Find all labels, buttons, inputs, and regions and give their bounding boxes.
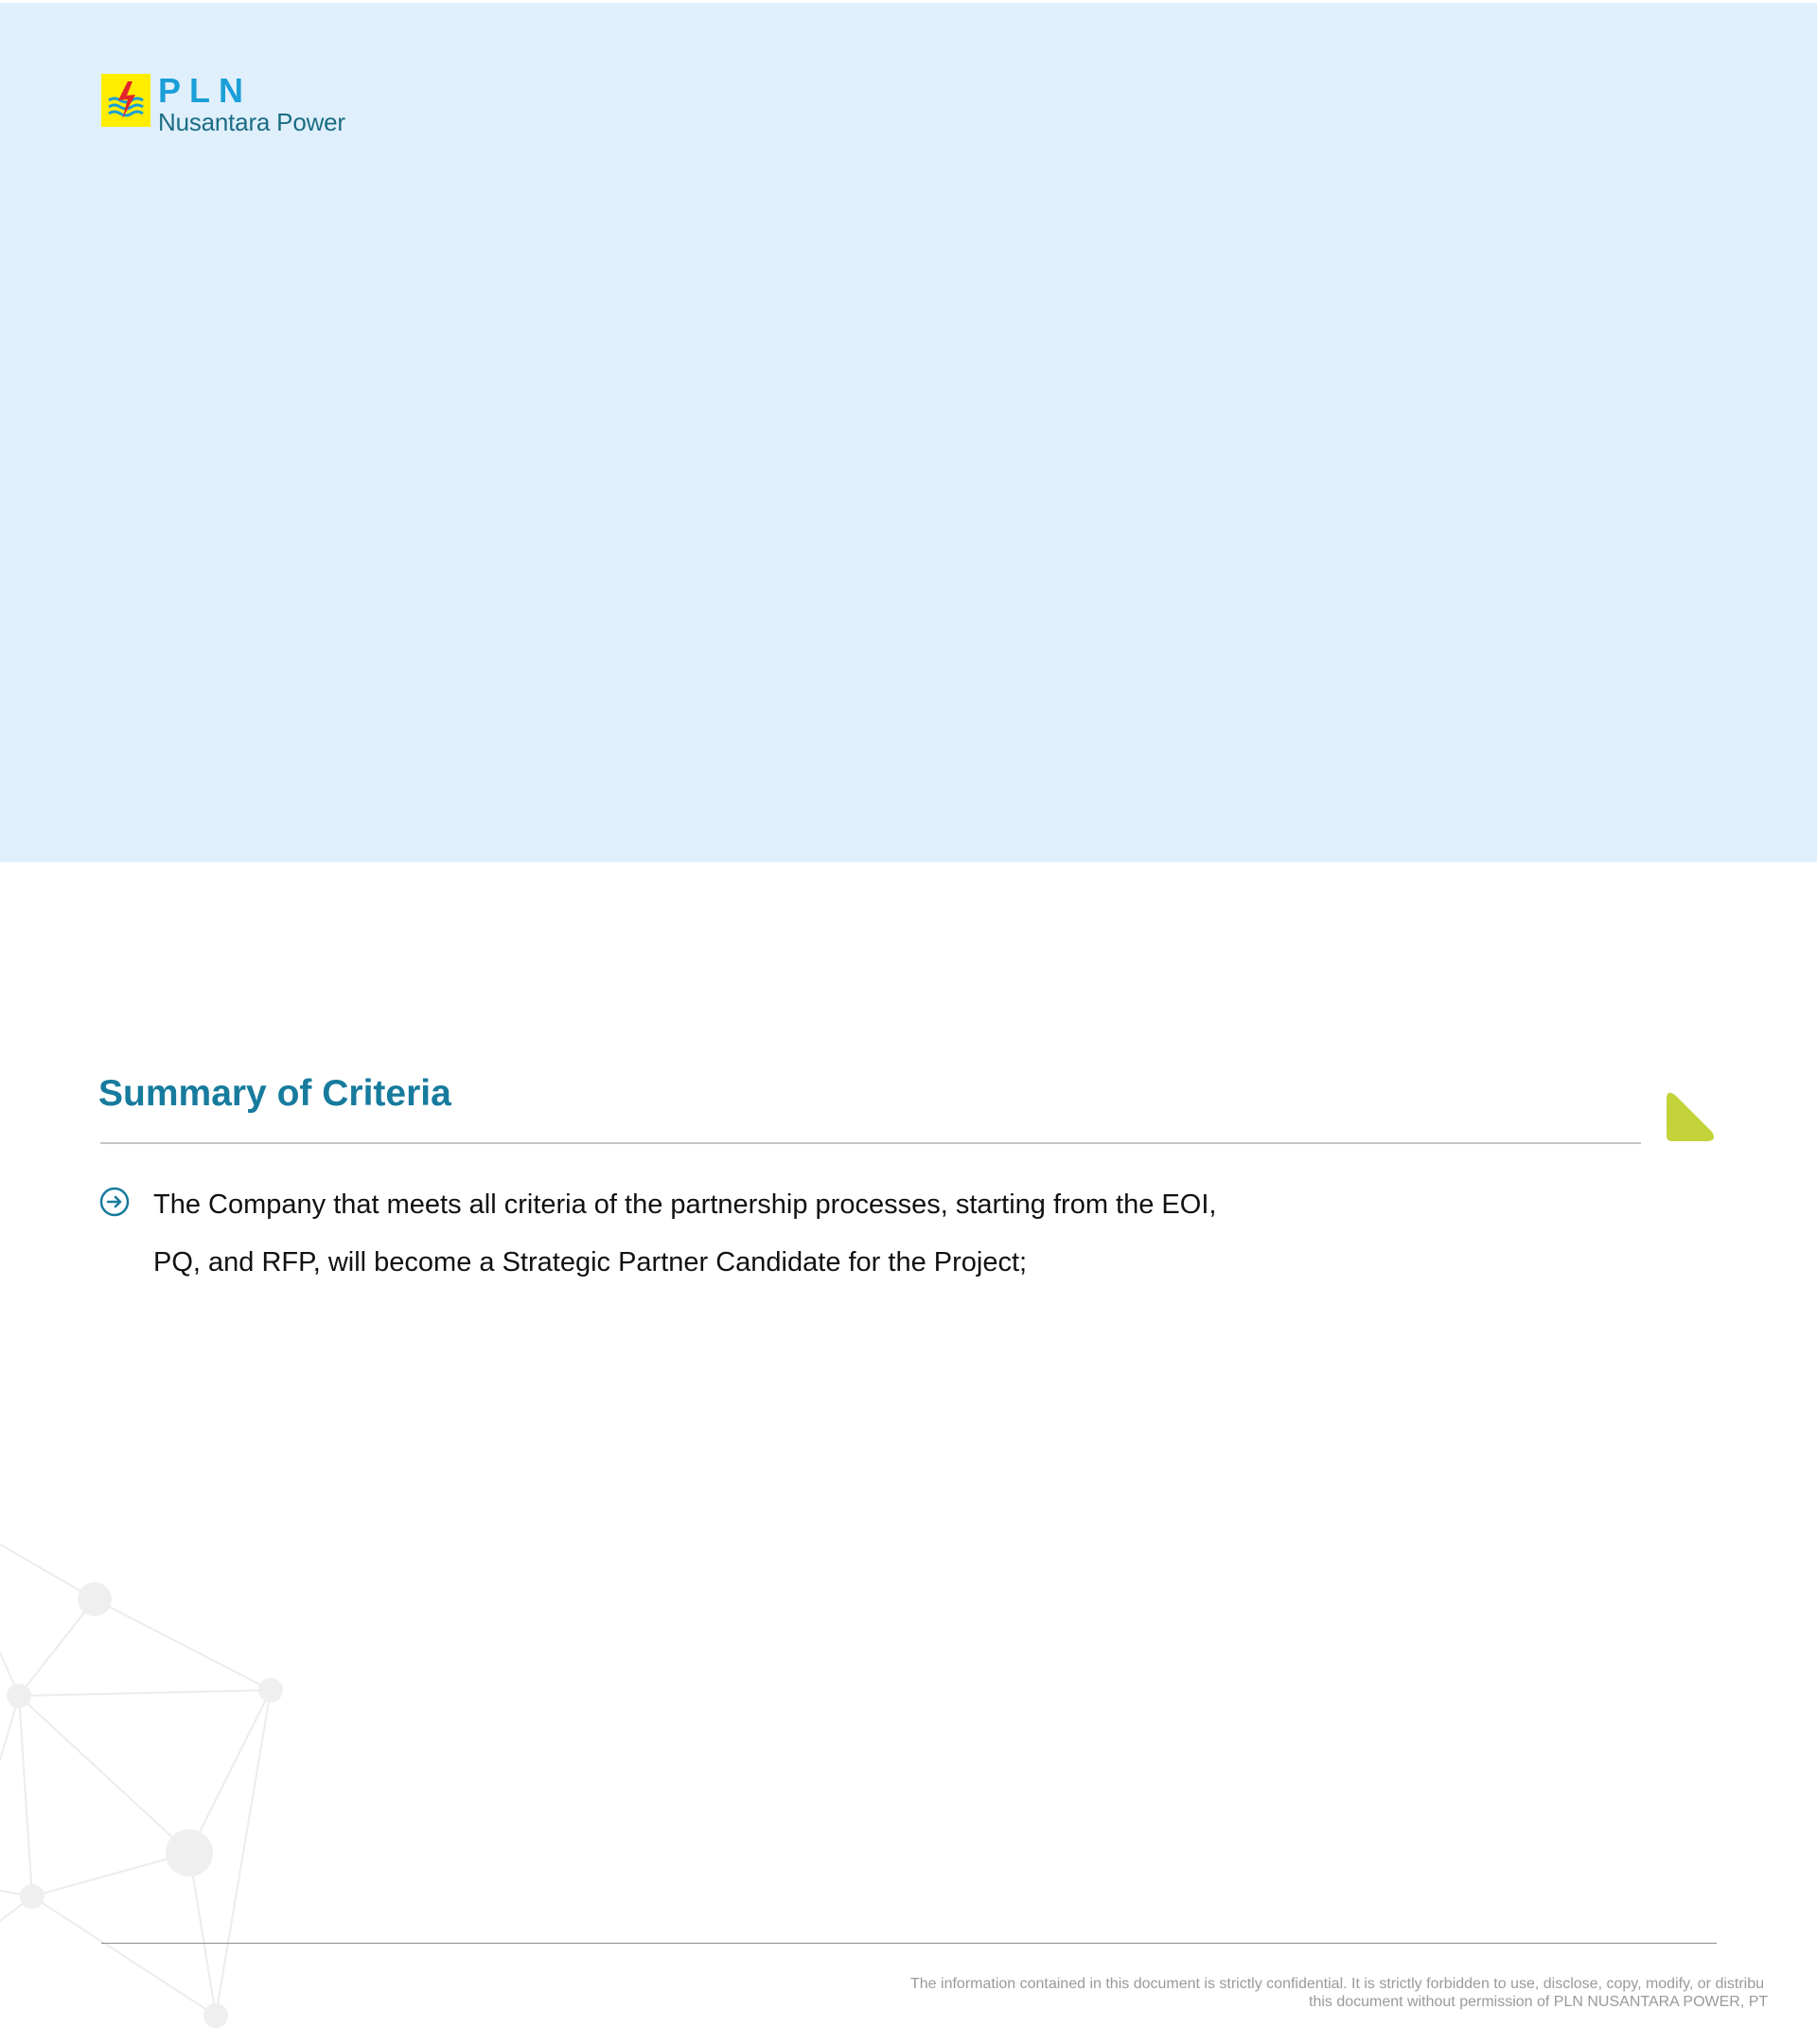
section-title: Summary of Criteria [98, 1073, 451, 1114]
network-decoration [0, 1533, 303, 2044]
pln-lightning-logo-icon [101, 74, 150, 127]
footer-line-2: this document without permission of PLN NUSANTARA POWER, PT [1309, 1994, 1769, 2010]
brand-name: PLN [158, 71, 252, 110]
brand-subtitle: Nusantara Power [158, 108, 345, 136]
confidentiality-notice [910, 1975, 1817, 2011]
title-divider [100, 1142, 1641, 1144]
bullet-text-line-2: PQ, and RFP, will become a Strategic Partner Candidate for the Project; [153, 1247, 1028, 1278]
corner-accent-shape [1663, 1090, 1717, 1144]
bullet-text [153, 1176, 1384, 1292]
brand-logo [101, 71, 345, 136]
bullet-text-line-1: The Company that meets all criteria of the partnership processes, starting from the EOI, [153, 1189, 1217, 1220]
arrow-right-circle-icon [98, 1186, 131, 1218]
footer-line-1: The information contained in this document is strictly confidential. It is strictly forbidden to use, disclose, copy, modify, or distribu [910, 1976, 1765, 1992]
footer-divider [101, 1943, 1717, 1944]
